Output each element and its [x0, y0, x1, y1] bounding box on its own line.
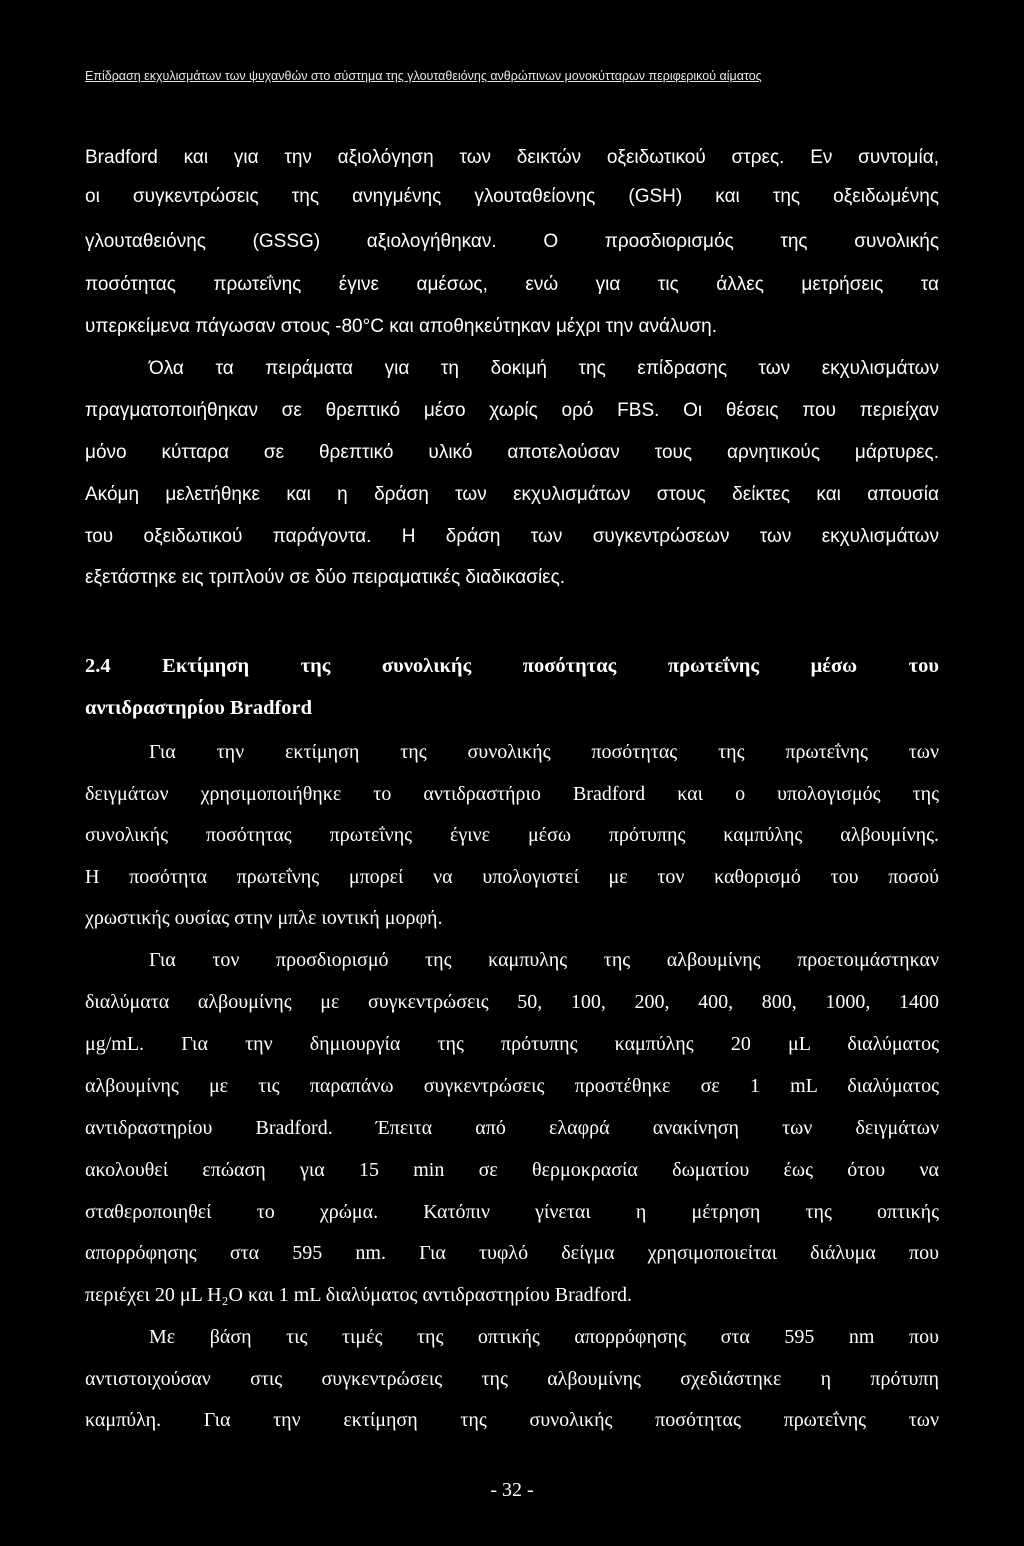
text-line: χρωστικής ουσίας στην μπλε ιοντική μορφή. [85, 907, 443, 929]
text-line: μόνο κύτταρα σε θρεπτικό υλικό αποτελούσαν τους αρνητικούς μάρτυρες. [85, 442, 939, 463]
text-line: Bradford και για την αξιολόγηση των δεικτών οξειδωτικού στρες. Εν συντομία, [85, 147, 939, 168]
text-line: ακολουθεί επώαση για 15 min σε θερμοκρασία δωματίου έως ότου να [85, 1159, 939, 1181]
text-line: διαλύματα αλβουμίνης με συγκεντρώσεις 50, 100, 200, 400, 800, 1000, 1400 [85, 991, 939, 1013]
section-heading-continued: αντιδραστηρίου Bradford [85, 697, 313, 719]
text-line: Η ποσότητα πρωτεΐνης μπορεί να υπολογιστεί με τον καθορισμό του ποσού [85, 866, 939, 888]
text-line: του οξειδωτικού παράγοντα. Η δράση των συγκεντρώσεων των εκχυλισμάτων [85, 526, 939, 547]
text-line: πραγματοποιήθηκαν σε θρεπτικό μέσο χωρίς ορό FBS. Οι θέσεις που περιείχαν [85, 400, 939, 421]
text-line: αλβουμίνης με τις παραπάνω συγκεντρώσεις προστέθηκε σε 1 mL διαλύματος [85, 1075, 939, 1097]
text-line: καμπύλη. Για την εκτίμηση της συνολικής ποσότητας πρωτεΐνης των [85, 1409, 939, 1431]
text-line: γλουταθειόνης (GSSG) αξιολογήθηκαν. Ο προσδιορισμός της συνολικής [85, 231, 939, 252]
running-header: Επίδραση εκχυλισμάτων των ψυχανθών στο σύστημα της γλουταθειόνης ανθρώπινων μονοκύτταρων περιφερικού αίματος [85, 69, 762, 83]
page-number: - 32 - [490, 1479, 534, 1501]
text-line: Όλα τα πειράματα για τη δοκιμή της επίδρασης των εκχυλισμάτων [149, 358, 939, 379]
text-line: συνολικής ποσότητας πρωτεΐνης έγινε μέσω πρότυπης καμπύλης αλβουμίνης. [85, 824, 939, 846]
text-line: ποσότητας πρωτεΐνης έγινε αμέσως, ενώ για τις άλλες μετρήσεις τα [85, 274, 939, 295]
text-line: οι συγκεντρώσεις της ανηγμένης γλουταθείονης (GSH) και της οξειδωμένης [85, 186, 939, 207]
text-line: εξετάστηκε εις τριπλούν σε δύο πειραματικές διαδικασίες. [85, 567, 566, 588]
text-line: υπερκείμενα πάγωσαν στους -80°C και αποθηκεύτηκαν μέχρι την ανάλυση. [85, 316, 717, 337]
text-line: Ακόμη μελετήθηκε και η δράση των εκχυλισμάτων στους δείκτες και απουσία [85, 484, 939, 505]
text-line: απορρόφησης στα 595 nm. Για τυφλό δείγμα χρησιμοποιείται διάλυμα που [85, 1242, 939, 1264]
text-line: δειγμάτων χρησιμοποιήθηκε το αντιδραστήριο Bradford και ο υπολογισμός της [85, 783, 939, 805]
text-line: Με βάση τις τιμές της οπτικής απορρόφησης στα 595 nm που [149, 1326, 939, 1348]
text-line: σταθεροποιηθεί το χρώμα. Κατόπιν γίνεται η μέτρηση της οπτικής [85, 1201, 939, 1223]
text-line: αντιδραστηρίου Bradford. Έπειτα από ελαφρά ανακίνηση των δειγμάτων [85, 1117, 939, 1139]
text-line: αντιστοιχούσαν στις συγκεντρώσεις της αλβουμίνης σχεδιάστηκε η πρότυπη [85, 1368, 939, 1390]
text-line: περιέχει 20 μL H₂O και 1 mL διαλύματος αντιδραστηρίου Bradford. [85, 1284, 633, 1306]
text-line: Για την εκτίμηση της συνολικής ποσότητας της πρωτεΐνης των [149, 741, 939, 763]
text-line: Για τον προσδιορισμό της καμπυλης της αλβουμίνης προετοιμάστηκαν [149, 949, 939, 971]
section-heading: 2.4 Εκτίμηση της συνολικής ποσότητας πρωτεΐνης μέσω του [85, 655, 939, 677]
text-line: μg/mL. Για την δημιουργία της πρότυπης καμπύλης 20 μL διαλύματος [85, 1033, 939, 1055]
